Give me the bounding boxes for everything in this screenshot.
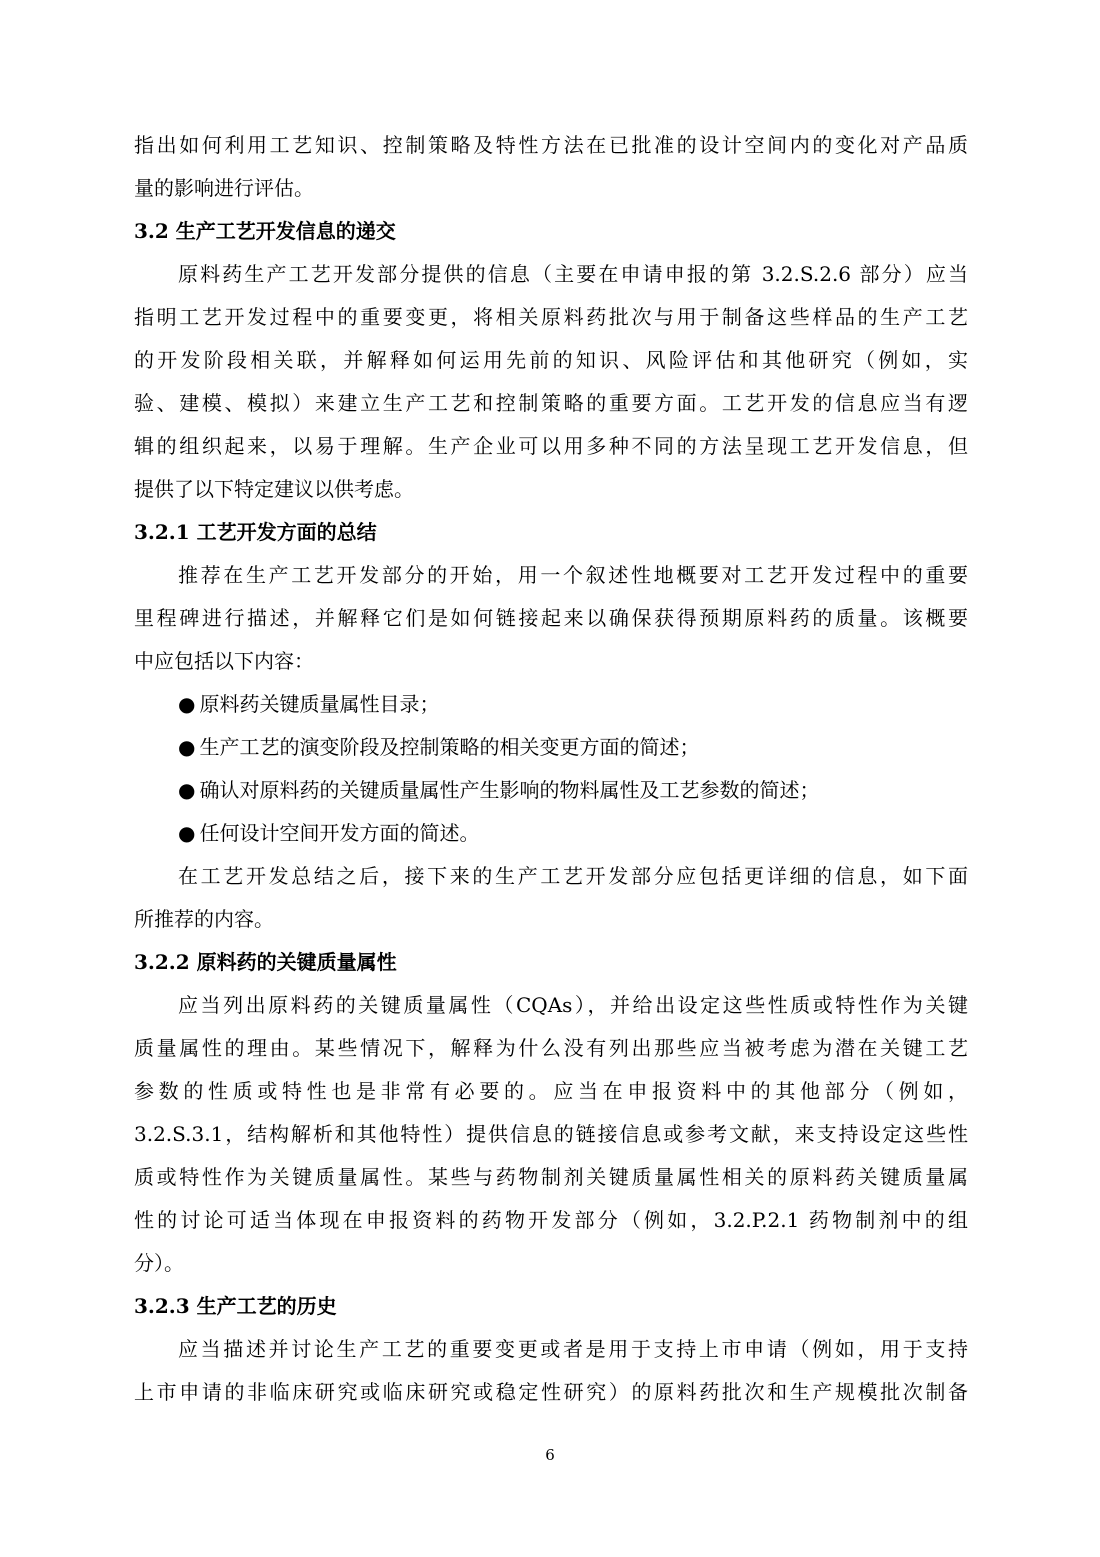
bullet-item — [134, 683, 968, 726]
paragraph-line: 验、建模、模拟）来建立生产工艺和控制策略的重要方面。工艺开发的信息应当有逻 — [134, 391, 968, 415]
paragraph-line: 性的讨论可适当体现在申报资料的药物开发部分（例如，3.2.P.2.1 药物制剂中的组 — [134, 1208, 968, 1232]
bullet-item — [134, 812, 968, 855]
paragraph-line: 3.2.S.3.1，结构解析和其他特性）提供信息的链接信息或参考文献，来支持设定这些性 — [134, 1122, 968, 1146]
bullet-text: 生产工艺的演变阶段及控制策略的相关变更方面的简述； — [199, 735, 700, 759]
section-heading-3-2: 3.2 生产工艺开发信息的递交 — [134, 219, 396, 243]
paragraph-line: 推荐在生产工艺开发部分的开始，用一个叙述性地概要对工艺开发过程中的重要 — [178, 563, 968, 587]
paragraph-line: 指明工艺开发过程中的重要变更，将相关原料药批次与用于制备这些样品的生产工艺 — [134, 305, 968, 329]
document-page — [134, 124, 968, 1414]
section-heading-3-2-1: 3.2.1 工艺开发方面的总结 — [134, 520, 377, 544]
intro-line: 指出如何利用工艺知识、控制策略及特性方法在已批准的设计空间内的变化对产品质 — [134, 133, 968, 157]
section-heading-3-2-3: 3.2.3 生产工艺的历史 — [134, 1294, 337, 1318]
paragraph-line: 应当列出原料药的关键质量属性（CQAs），并给出设定这些性质或特性作为关键 — [178, 993, 968, 1017]
bullet-item — [134, 726, 968, 769]
paragraph-line: 提供了以下特定建议以供考虑。 — [134, 477, 414, 501]
bullet-dot-icon: ● — [178, 735, 196, 759]
bullet-item — [134, 769, 968, 812]
bullet-text: 原料药关键质量属性目录； — [199, 692, 440, 716]
bullet-dot-icon: ● — [178, 821, 196, 845]
paragraph-line: 中应包括以下内容： — [134, 649, 314, 673]
paragraph-line: 上市申请的非临床研究或临床研究或稳定性研究）的原料药批次和生产规模批次制备 — [134, 1380, 968, 1404]
bullet-dot-icon: ● — [178, 778, 196, 802]
paragraph-line: 的开发阶段相关联，并解释如何运用先前的知识、风险评估和其他研究（例如，实 — [134, 348, 968, 372]
paragraph-line: 在工艺开发总结之后，接下来的生产工艺开发部分应包括更详细的信息，如下面 — [178, 864, 968, 888]
paragraph-line: 参数的性质或特性也是非常有必要的。应当在申报资料中的其他部分（例如， — [134, 1079, 968, 1103]
page-number: 6 — [545, 1446, 555, 1464]
paragraph-line: 应当描述并讨论生产工艺的重要变更或者是用于支持上市申请（例如，用于支持 — [178, 1337, 968, 1361]
paragraph-line: 里程碑进行描述，并解释它们是如何链接起来以确保获得预期原料药的质量。该概要 — [134, 606, 968, 630]
paragraph-line: 辑的组织起来，以易于理解。生产企业可以用多种不同的方法呈现工艺开发信息，但 — [134, 434, 968, 458]
paragraph-line: 分）。 — [134, 1251, 184, 1275]
paragraph-line: 所推荐的内容。 — [134, 907, 274, 931]
bullet-dot-icon: ● — [178, 692, 196, 716]
paragraph-line: 原料药生产工艺开发部分提供的信息（主要在申请申报的第 3.2.S.2.6 部分）应当 — [178, 262, 968, 286]
bullet-text: 确认对原料药的关键质量属性产生影响的物料属性及工艺参数的简述； — [199, 778, 820, 802]
bullet-text: 任何设计空间开发方面的简述。 — [199, 821, 480, 845]
intro-line: 量的影响进行评估。 — [134, 176, 314, 200]
section-heading-3-2-2: 3.2.2 原料药的关键质量属性 — [134, 950, 397, 974]
paragraph-line: 质或特性作为关键质量属性。某些与药物制剂关键质量属性相关的原料药关键质量属 — [134, 1165, 968, 1189]
paragraph-line: 质量属性的理由。某些情况下，解释为什么没有列出那些应当被考虑为潜在关键工艺 — [134, 1036, 968, 1060]
